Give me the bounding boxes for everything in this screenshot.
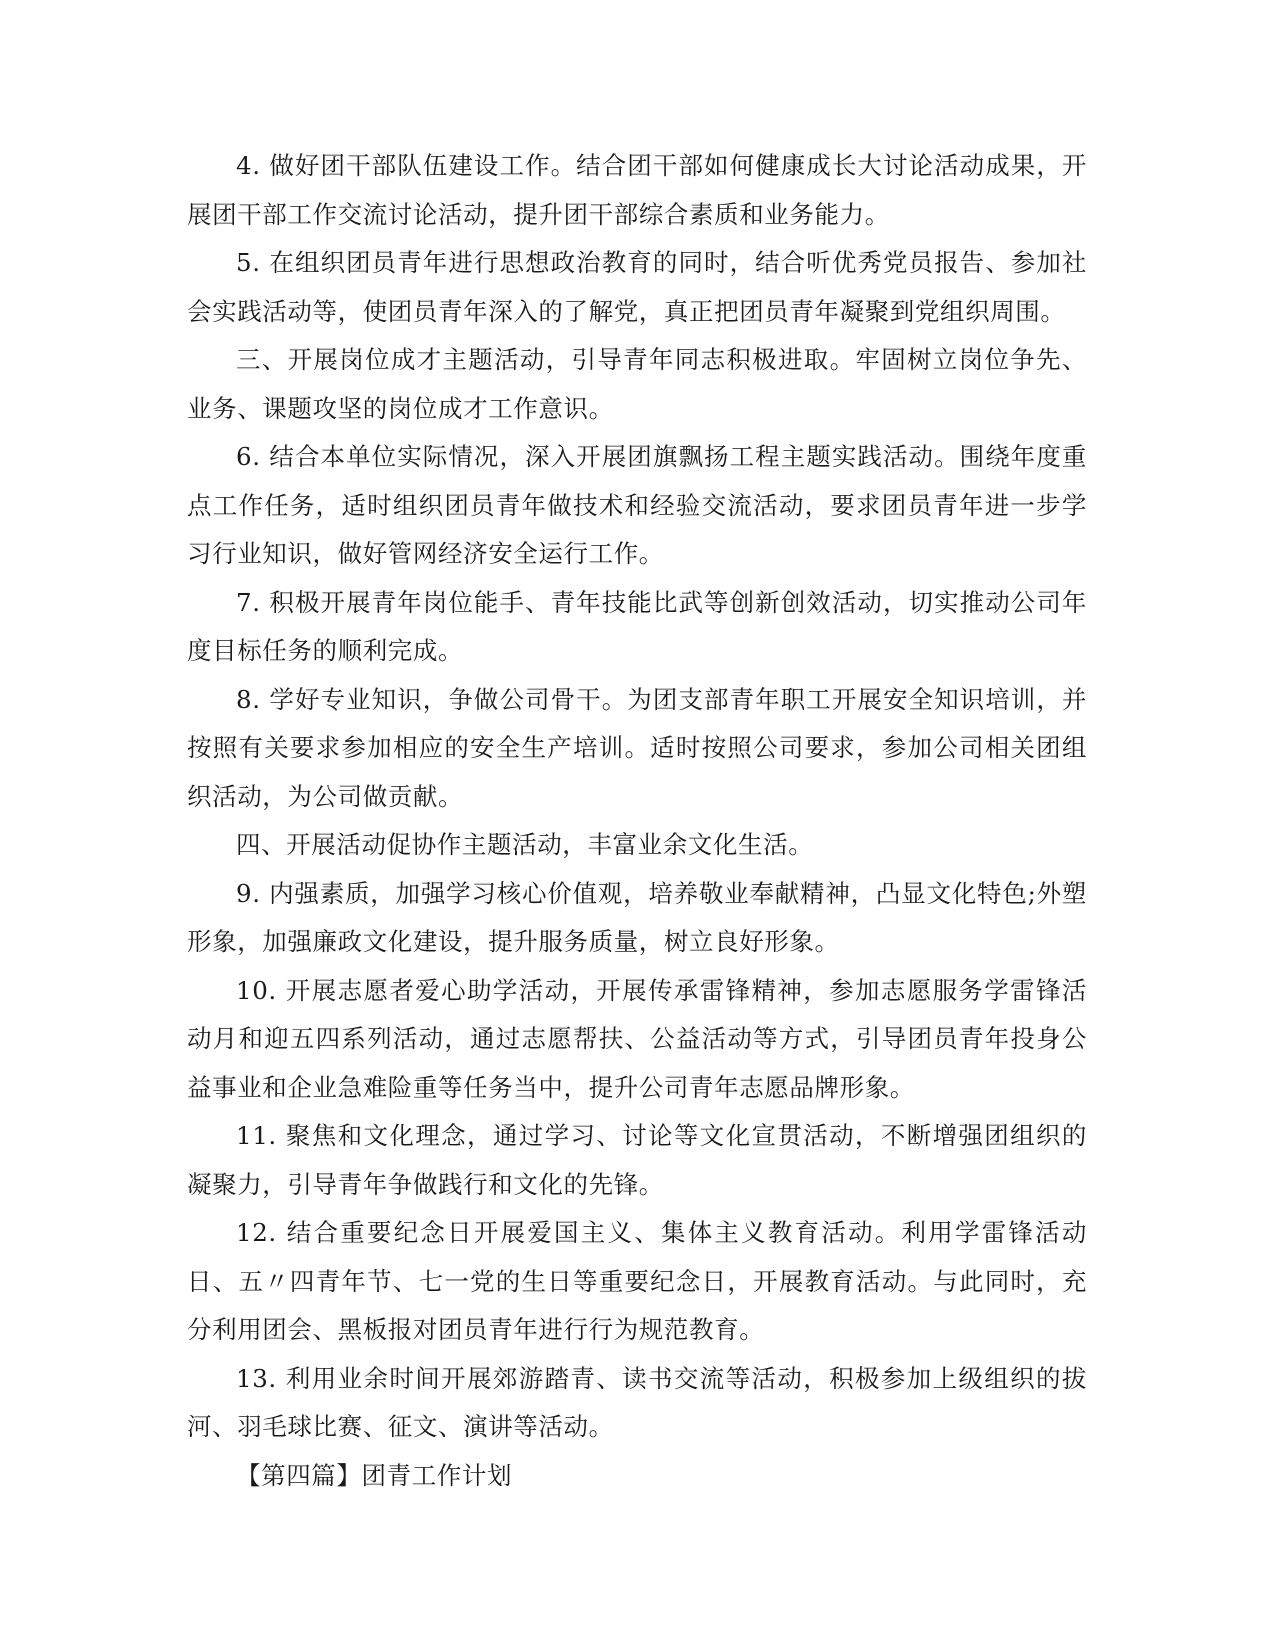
paragraph-item-9: 9. 内强素质，加强学习核心价值观，培养敬业奉献精神，凸显文化特色;外塑形象，加强廉政文化建设，提升服务质量，树立良好形象。 bbox=[187, 878, 1087, 956]
document-body bbox=[187, 142, 1087, 1500]
paragraph-item-4: 4. 做好团干部队伍建设工作。结合团干部如何健康成长大讨论活动成果，开展团干部工作交流讨论活动，提升团干部综合素质和业务能力。 bbox=[187, 151, 1087, 229]
paragraph-item-11: 11. 聚焦和文化理念，通过学习、讨论等文化宣贯活动，不断增强团组织的凝聚力，引导青年争做践行和文化的先锋。 bbox=[187, 1121, 1087, 1199]
section-heading-4: 四、开展活动促协作主题活动，丰富业余文化生活。 bbox=[236, 830, 814, 859]
paragraph-item-8: 8. 学好专业知识，争做公司骨干。为团支部青年职工开展安全知识培训，并按照有关要求参加相应的安全生产培训。适时按照公司要求，参加公司相关团组织活动，为公司做贡献。 bbox=[187, 684, 1087, 811]
paragraph-item-7: 7. 积极开展青年岗位能手、青年技能比武等创新创效活动，切实推动公司年度目标任务的顺利完成。 bbox=[187, 587, 1087, 665]
section-heading-3: 三、开展岗位成才主题活动，引导青年同志积极进取。牢固树立岗位争先、业务、课题攻坚的岗位成才工作意识。 bbox=[187, 345, 1087, 423]
chapter-title: 【第四篇】团青工作计划 bbox=[236, 1460, 513, 1490]
paragraph-item-10: 10. 开展志愿者爱心助学活动，开展传承雷锋精神，参加志愿服务学雷锋活动月和迎五四系列活动，通过志愿帮扶、公益活动等方式，引导团员青年投身公益事业和企业急难险重等任务当中，提升公司青年志愿品牌形象。 bbox=[187, 975, 1087, 1102]
paragraph-item-13: 13. 利用业余时间开展郊游踏青、读书交流等活动，积极参加上级组织的拔河、羽毛球比赛、征文、演讲等活动。 bbox=[187, 1363, 1087, 1441]
paragraph-item-12: 12. 结合重要纪念日开展爱国主义、集体主义教育活动。利用学雷锋活动日、五〃四青年节、七一党的生日等重要纪念日，开展教育活动。与此同时，充分利用团会、黑板报对团员青年进行行为规范教育。 bbox=[187, 1218, 1087, 1344]
paragraph-item-5: 5. 在组织团员青年进行思想政治教育的同时，结合听优秀党员报告、参加社会实践活动等，使团员青年深入的了解党，真正把团员青年凝聚到党组织周围。 bbox=[187, 248, 1087, 326]
paragraph-item-6: 6. 结合本单位实际情况，深入开展团旗飘扬工程主题实践活动。围绕年度重点工作任务，适时组织团员青年做技术和经验交流活动，要求团员青年进一步学习行业知识，做好管网经济安全运行工作。 bbox=[187, 442, 1087, 568]
